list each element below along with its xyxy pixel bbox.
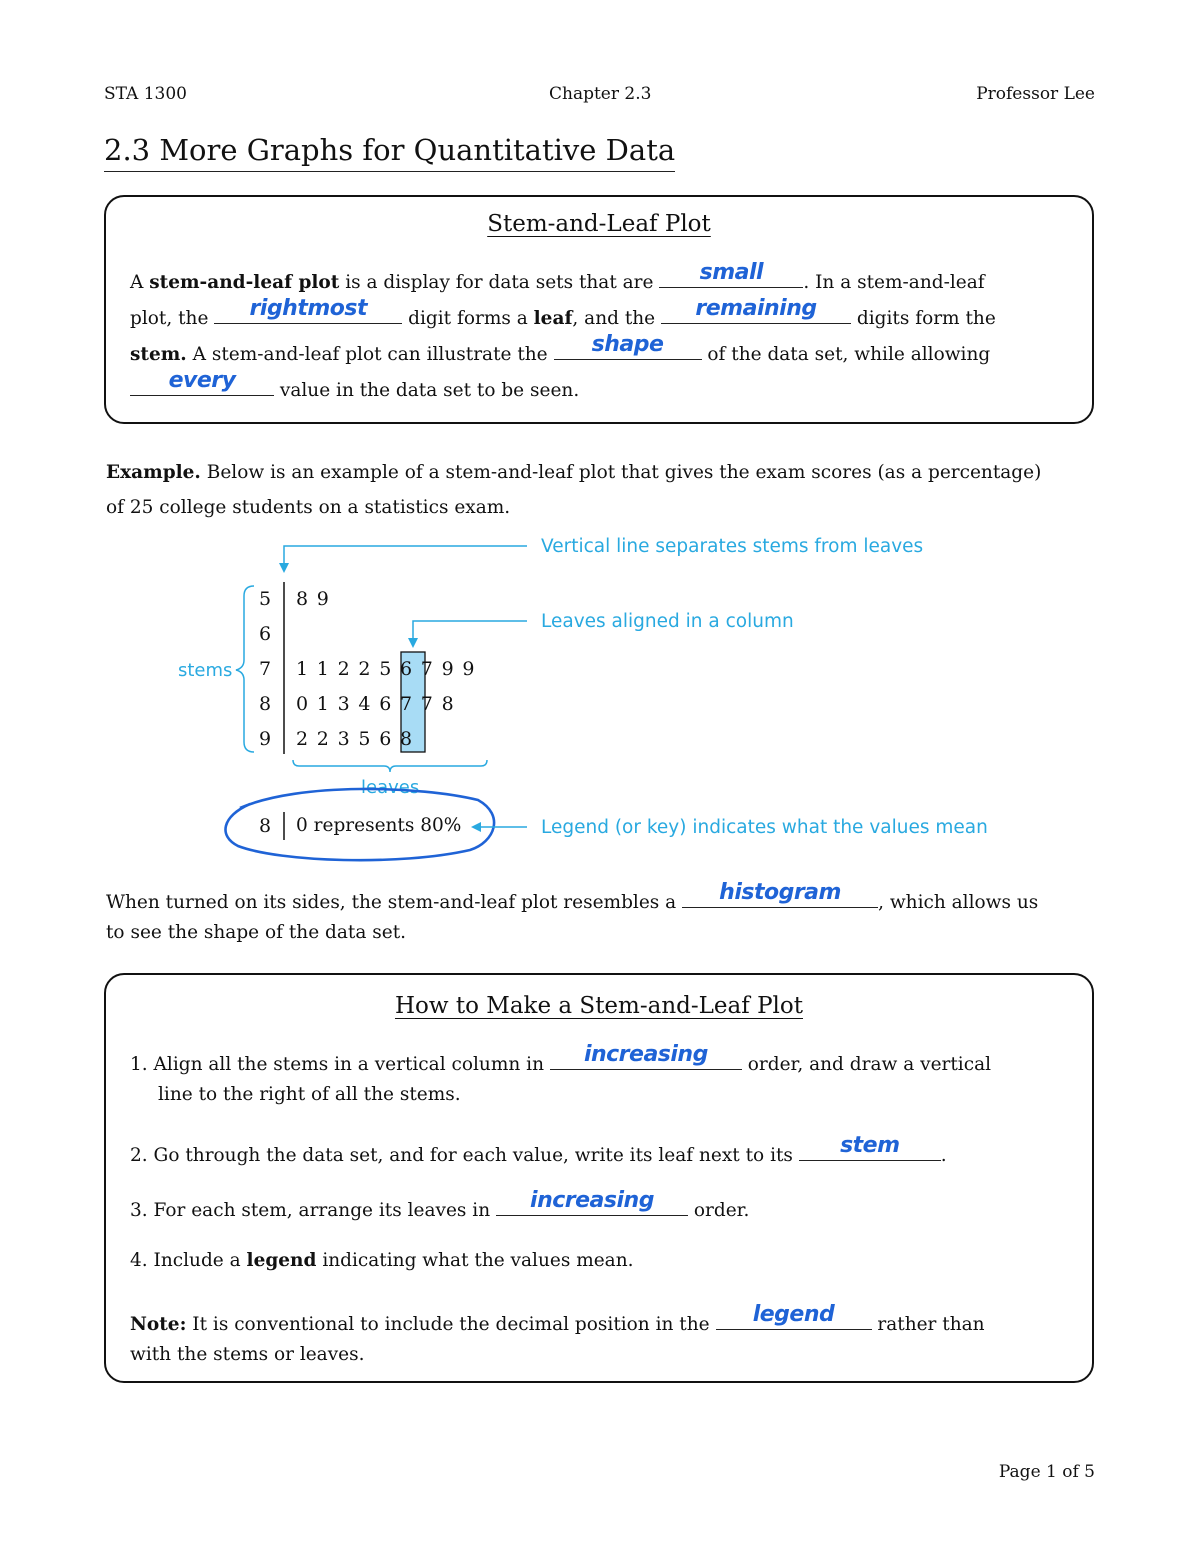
leaf-value: 1 (316, 693, 329, 715)
blank-legend (716, 1302, 872, 1330)
term-stem-and-leaf-plot: stem-and-leaf plot (149, 272, 340, 293)
stems-label: stems (178, 660, 233, 681)
vertical-line-pointer (284, 546, 527, 566)
handwritten-answer: stem (840, 1133, 900, 1158)
leaves-brace (293, 760, 487, 772)
text: For each stem, arrange its leaves in (153, 1200, 496, 1221)
leaf-value: 7 (420, 693, 433, 715)
text: Align all the stems in a vertical column in (153, 1054, 550, 1075)
leaf-value: 5 (379, 658, 392, 680)
text: indicating what the values mean. (316, 1250, 634, 1271)
leaf-value: 8 (296, 588, 309, 610)
handwritten-answer: histogram (719, 880, 841, 905)
annotation-vertical-line: Vertical line separates stems from leaves (541, 536, 924, 557)
annotation-leaves-aligned: Leaves aligned in a column (541, 611, 794, 632)
page-title: 2.3 More Graphs for Quantitative Data (104, 133, 675, 172)
handwritten-answer: shape (591, 332, 664, 357)
text: It is conventional to include the decimal position in the (186, 1314, 716, 1335)
note-label: Note: (130, 1314, 187, 1335)
leaf-value: 9 (441, 658, 454, 680)
leaf-value: 1 (316, 658, 329, 680)
leaf-value: 2 (316, 728, 329, 750)
arrowhead-icon (279, 563, 289, 573)
annotation-legend: Legend (or key) indicates what the values mean (541, 817, 988, 838)
leaf-value: 8 (400, 728, 413, 750)
note-line-2: with the stems or leaves. (130, 1344, 365, 1365)
arrowhead-icon (471, 822, 481, 832)
text: Below is an example of a stem-and-leaf plot that gives the exam scores (as a percentage) (200, 462, 1042, 483)
step-number: 2. (130, 1145, 148, 1166)
instructor-name: Professor Lee (976, 84, 1095, 104)
leaf-value: 8 (441, 693, 454, 715)
example-line-2: of 25 college students on a statistics exam. (106, 497, 511, 518)
handwritten-answer: increasing (530, 1188, 654, 1213)
leaf-value: 9 (316, 588, 329, 610)
handwritten-answer: remaining (695, 296, 817, 321)
leaf-value: 7 (420, 658, 433, 680)
leaves-column-pointer (413, 621, 527, 640)
text: rather than (871, 1314, 985, 1335)
leaf-value: 2 (358, 658, 371, 680)
how-to-box (104, 973, 1094, 1383)
step-1 (130, 1042, 992, 1075)
leaf-value: 1 (296, 658, 309, 680)
leaf-value: 4 (358, 693, 371, 715)
step-number: 4. (130, 1250, 148, 1271)
text: of the data set, while allowing (701, 344, 991, 365)
blank-stem (799, 1133, 941, 1161)
text: order, and draw a vertical (741, 1054, 992, 1075)
step-2 (130, 1133, 947, 1166)
text: Go through the data set, and for each value, write its leaf next to its (153, 1145, 799, 1166)
blank-increasing-2 (496, 1188, 688, 1216)
leaf-value: 3 (337, 728, 350, 750)
text: . (940, 1145, 947, 1166)
legend-stem: 8 (259, 815, 272, 837)
note-line-1 (130, 1302, 985, 1335)
blank-increasing-1 (550, 1042, 742, 1070)
text: plot, the (130, 308, 215, 329)
leaf-value: 7 (400, 693, 413, 715)
text: digit forms a (402, 308, 534, 329)
leaves-label: leaves (361, 777, 420, 798)
handwritten-answer: legend (752, 1302, 835, 1327)
leaf-value: 6 (400, 658, 413, 680)
stem-value: 8 (259, 693, 272, 715)
stem-value: 9 (259, 728, 272, 750)
term-legend: legend (246, 1250, 317, 1271)
text: A (130, 272, 150, 293)
leaf-value: 5 (358, 728, 371, 750)
step-1-continued: line to the right of all the stems. (158, 1084, 461, 1105)
handwritten-answer: small (699, 260, 764, 285)
leaf-value: 0 (296, 693, 309, 715)
handwritten-answer: increasing (583, 1042, 708, 1067)
stems-brace (236, 586, 254, 752)
how-to-heading: How to Make a Stem-and-Leaf Plot (394, 993, 803, 1019)
step-number: 1. (130, 1054, 148, 1075)
stem-value: 5 (259, 588, 272, 610)
leaf-value: 6 (379, 728, 392, 750)
leaf-value: 2 (337, 658, 350, 680)
course-code: STA 1300 (104, 84, 187, 104)
handwritten-answer: rightmost (249, 296, 368, 321)
text: order. (688, 1200, 750, 1221)
leaf-value: 2 (296, 728, 309, 750)
chapter-label: Chapter 2.3 (549, 84, 652, 104)
stem-value: 6 (259, 623, 272, 645)
page-number: Page 1 of 5 (998, 1462, 1095, 1482)
term-stem: stem. (130, 344, 187, 365)
text: Include a (153, 1250, 247, 1271)
example-label: Example. (106, 462, 201, 483)
histogram-line-2: to see the shape of the data set. (106, 922, 407, 943)
leaf-value: 6 (379, 693, 392, 715)
text: A stem-and-leaf plot can illustrate the (186, 344, 554, 365)
stem-value: 7 (259, 658, 272, 680)
text: digits form the (851, 308, 996, 329)
text: is a display for data sets that are (339, 272, 660, 293)
leaf-value: 9 (462, 658, 475, 680)
text: , and the (572, 308, 662, 329)
term-leaf: leaf (533, 308, 573, 329)
text: . In a stem-and-leaf (803, 272, 985, 293)
definition-heading: Stem-and-Leaf Plot (487, 211, 711, 237)
text: , which allows us (878, 892, 1039, 913)
histogram-line-1 (106, 880, 1039, 913)
handwritten-answer: every (168, 368, 236, 393)
blank-histogram (682, 880, 878, 908)
text: When turned on its sides, the stem-and-leaf plot resembles a (106, 892, 683, 913)
text: value in the data set to be seen. (274, 380, 580, 401)
legend-text: 0 represents 80% (296, 815, 462, 836)
arrowhead-icon (408, 638, 418, 648)
leaf-value: 3 (337, 693, 350, 715)
step-4 (130, 1250, 634, 1271)
step-number: 3. (130, 1200, 148, 1221)
step-3 (130, 1188, 750, 1221)
